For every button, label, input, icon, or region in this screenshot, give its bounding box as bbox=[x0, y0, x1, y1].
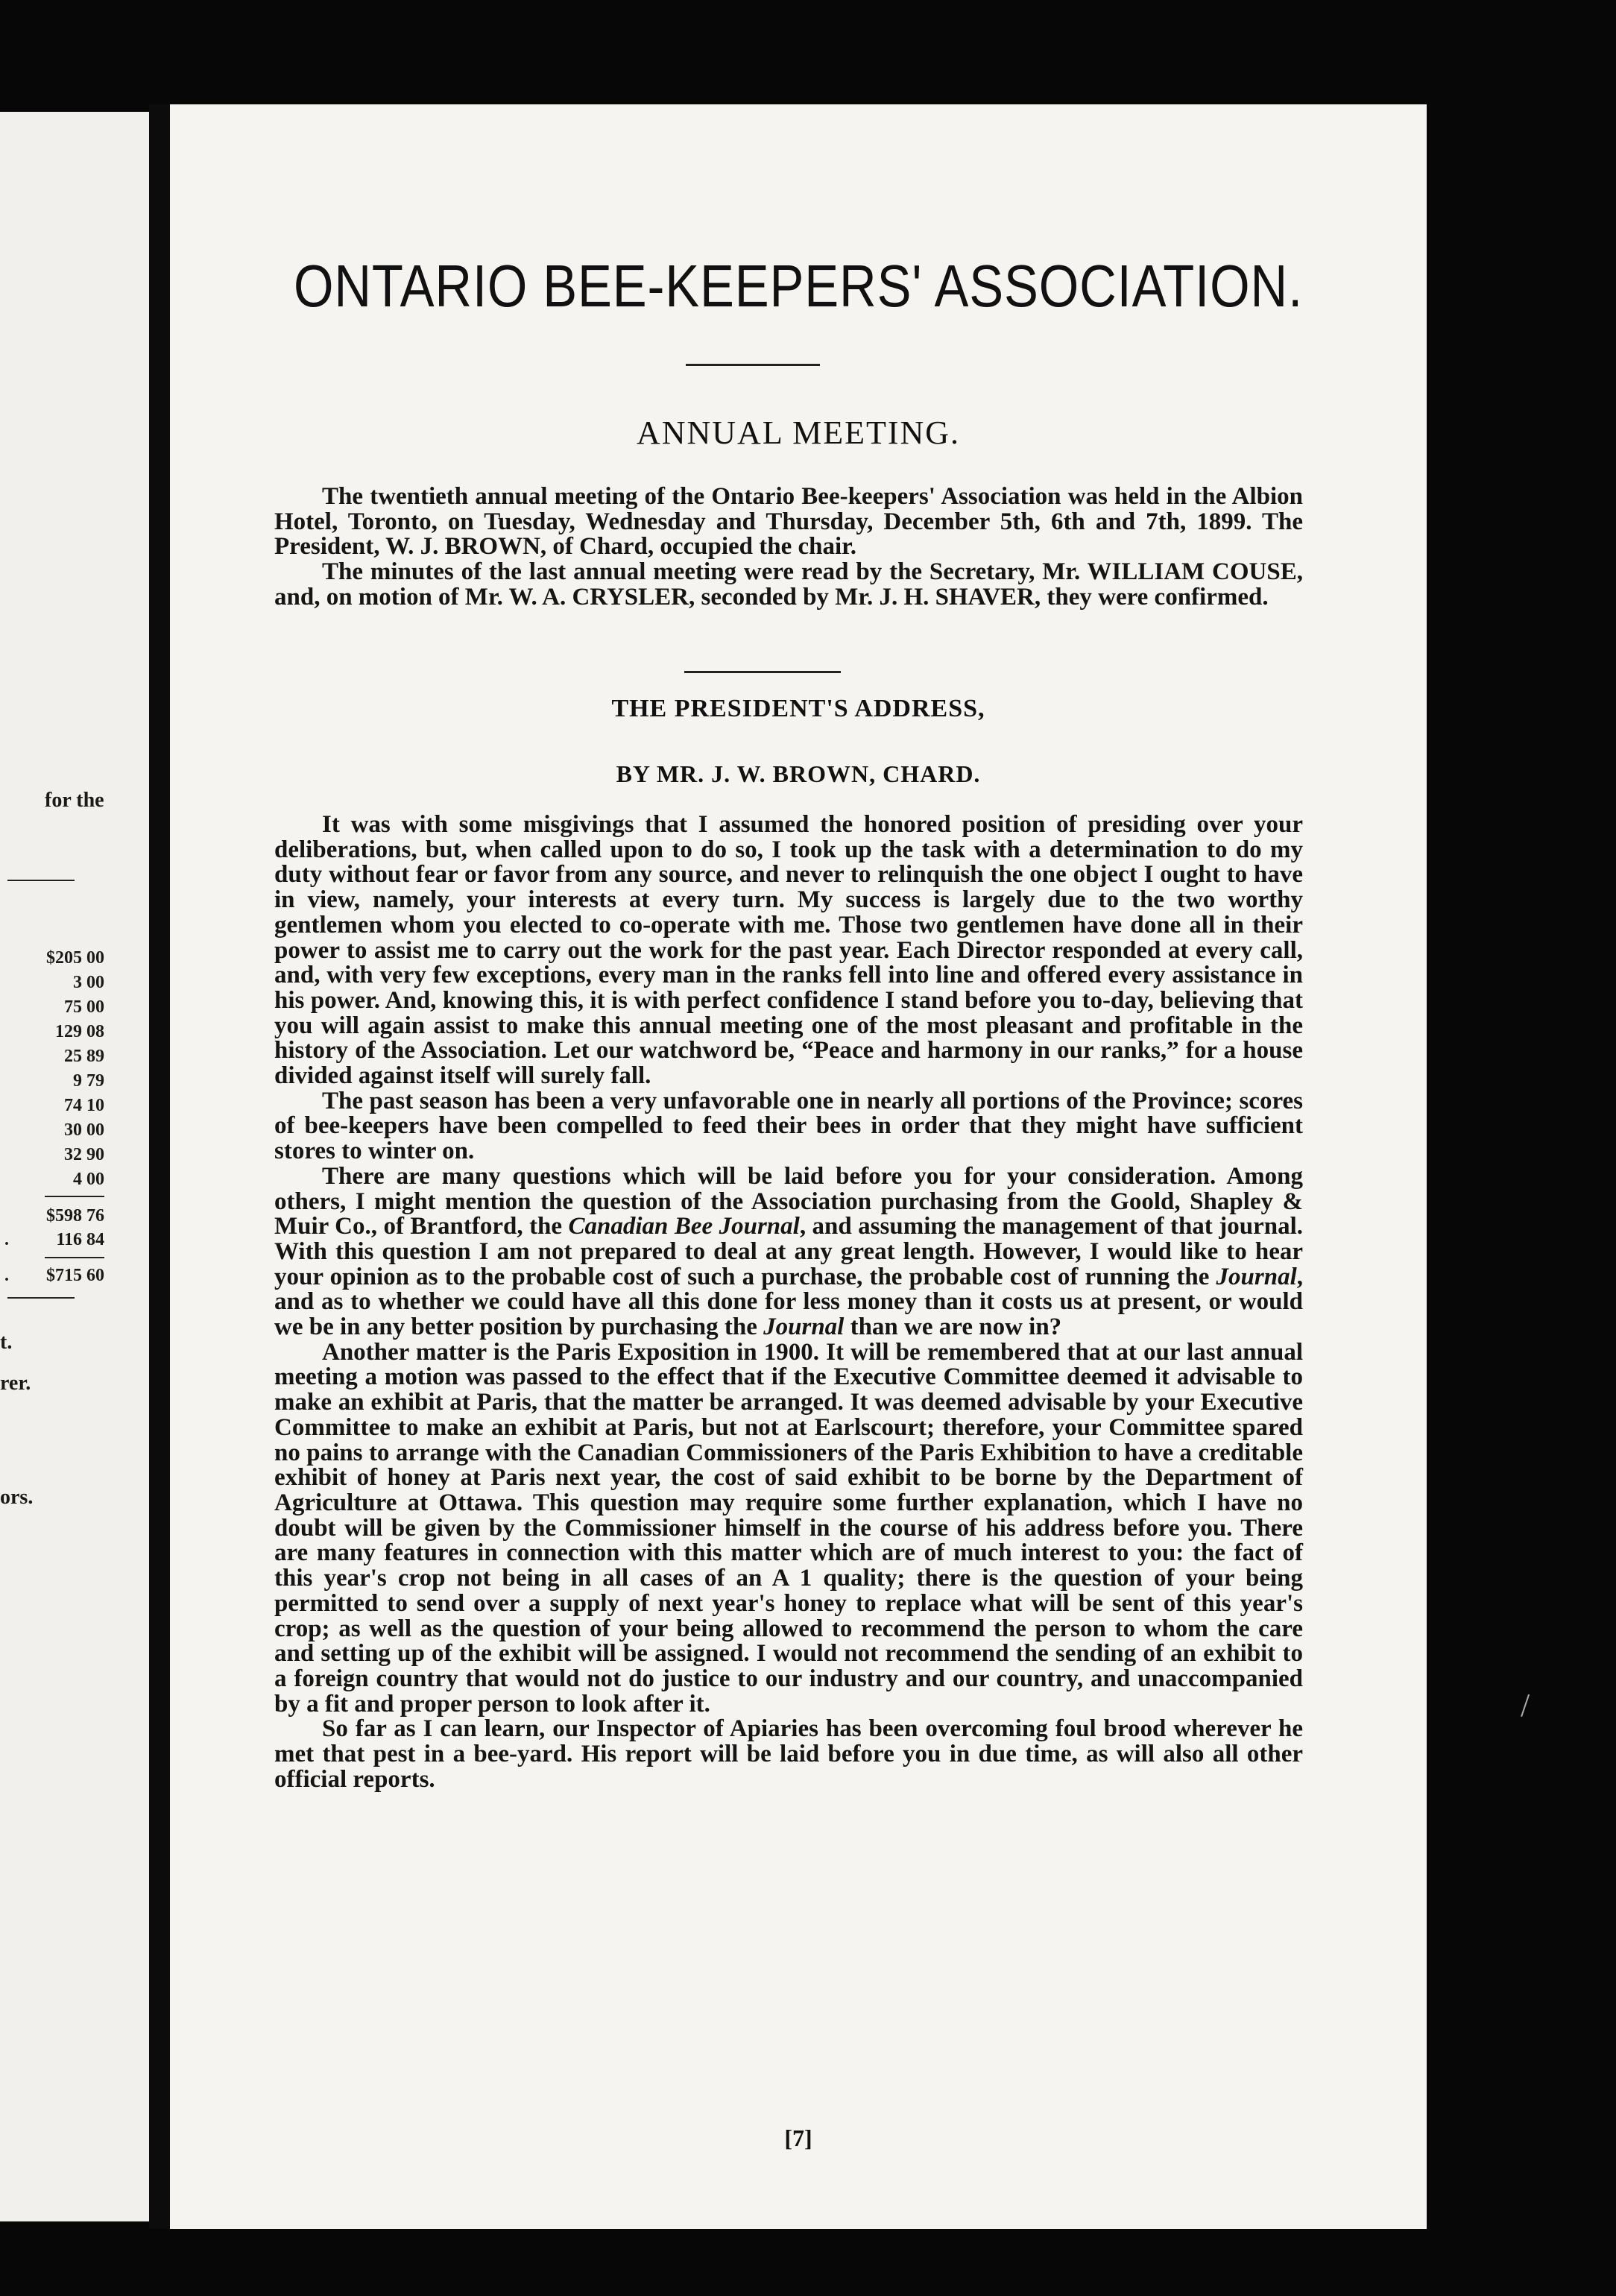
left-page-rule bbox=[45, 1196, 104, 1197]
paragraph: The minutes of the last annual meeting were read by the Secretary, Mr. WILLIAM COUSE, and, on motion of Mr. W. A. CRYSLER, seconded by Mr. J. H. SHAVER, they were confirmed. bbox=[274, 558, 1303, 611]
journal-title: Journal bbox=[1216, 1263, 1297, 1290]
journal-title: Canadian Bee Journal bbox=[568, 1213, 800, 1240]
journal-title: Journal bbox=[763, 1313, 845, 1341]
left-page-amount: 116 84 bbox=[56, 1230, 104, 1249]
text-run: , and as to whether we could have all this done for less money than it costs us at present, or would we be in any better position by purchasing the bbox=[274, 1263, 1303, 1341]
paragraph: It was with some misgivings that I assumed the honored position of presiding over your deliberations, but, when called upon to do so, I took up the task with a determination to do my duty without fear or favor from any source, and never to relinquish the one object I ought to have in view, namely, your interests at every turn. My success is largely due to the two worthy gentlemen whom you elected to co-operate with me. Those two gentlemen have done all in their power to assist me to carry out the work for the past year. Each Director responded at every call, and, with very few exceptions, every man in the ranks fell into line and offered every assistance in his power. And, knowing this, it is with perfect confidence I stand before you to-day, believing that you will again assist to make this annual meeting one of the most pleasant and profitable in the history of the Association. Let our watchword be, “Peace and harmony in our ranks,” for a house divided against itself will surely fall. bbox=[274, 811, 1303, 1090]
left-page-amount: 9 79 bbox=[73, 1071, 104, 1091]
left-page-amount: 75 00 bbox=[64, 997, 104, 1017]
left-page-amount: 3 00 bbox=[73, 973, 104, 992]
address-byline: BY MR. J. W. BROWN, CHARD. bbox=[616, 760, 981, 787]
left-page-text: rer. bbox=[0, 1372, 31, 1395]
left-page-total: $715 60 bbox=[46, 1266, 104, 1285]
paragraph: The past season has been a very unfavorable one in nearly all portions of the Province; scores of bee-keepers have been compelled to feed their bees in order that they might have sufficient stores to winter on. bbox=[274, 1087, 1303, 1165]
text-run: There are many questions which will be laid before you for your consideration. Among others, I might mention the question of the Association purchasing from the Goold, Shapley & Muir Co., of Brantford, the bbox=[274, 1162, 1303, 1240]
section-title: ANNUAL MEETING. bbox=[636, 414, 961, 451]
left-page-amount: 129 08 bbox=[55, 1022, 104, 1041]
right-page bbox=[170, 104, 1427, 2229]
address-body bbox=[274, 813, 1303, 1792]
left-page-text: t. bbox=[0, 1331, 13, 1354]
left-page-amount: 4 00 bbox=[73, 1170, 104, 1189]
intro-text bbox=[274, 485, 1303, 611]
paragraph: Another matter is the Paris Exposition in 1900. It will be remembered that at our last annual meeting a motion was passed to the effect that if the Executive Committee deemed it advisable to make an exhibit at Paris, that the matter be arranged. It was deemed advisable by your Executive Committee to make an exhibit at Paris, but not at Earlscourt; therefore, your Committee spared no pains to arrange with the Canadian Commissioners of the Paris Exhibition to have a creditable exhibit of honey at Paris next year, the cost of said exhibit to be borne by the Department of Agriculture at Ottawa. This question may require some further explanation, which I have no doubt will be given by the Commissioner himself in the course of his address before you. There are many features in connection with this matter which are of much interest to you: the fact of this year's crop not being in all cases of an A 1 quality; there is the question of your being permitted to send over a supply of next year's honey to replace what will be sent of this year's crop; as well as the question of your being allowed to recommend the person to whom the care and setting up of the exhibit will be assigned. I would not recommend the sending of an exhibit to a foreign country that would not do justice to our industry and our country, and unaccompanied by a fit and proper person to look after it. bbox=[274, 1338, 1303, 1718]
page-title: ONTARIO BEE-KEEPERS' ASSOCIATION. bbox=[293, 253, 1304, 319]
left-page-amount: 74 10 bbox=[64, 1096, 104, 1115]
left-page-amount: 30 00 bbox=[64, 1120, 104, 1140]
left-page-amount: 25 89 bbox=[64, 1047, 104, 1066]
left-page-rule bbox=[7, 880, 75, 881]
left-page-rule bbox=[7, 1297, 75, 1299]
paragraph: The twentieth annual meeting of the Ontario Bee-keepers' Association was held in the Albion Hotel, Toronto, on Tuesday, Wednesday and Thursday, December 5th, 6th and 7th, 1899. The President, W. J. BROWN, of Chard, occupied the chair. bbox=[274, 483, 1303, 561]
divider bbox=[686, 364, 820, 366]
book-gutter bbox=[149, 104, 170, 2229]
page-number: [7] bbox=[784, 2125, 812, 2151]
left-page-dot: . bbox=[4, 1230, 9, 1249]
left-page-subtotal: $598 76 bbox=[46, 1206, 104, 1226]
address-title: THE PRESIDENT'S ADDRESS, bbox=[611, 695, 985, 722]
left-page-text: for the bbox=[45, 789, 104, 812]
stray-mark-icon: / bbox=[1521, 1687, 1530, 1723]
paragraph: So far as I can learn, our Inspector of Apiaries has been overcoming foul brood wherever he met that pest in a bee-yard. His report will be laid before you in due time, as will also all other official reports. bbox=[274, 1715, 1303, 1793]
text-run: than we are now in? bbox=[844, 1313, 1062, 1341]
left-page-text: ors. bbox=[0, 1486, 34, 1509]
left-page-rule bbox=[45, 1257, 104, 1258]
left-page-amount: 32 90 bbox=[64, 1145, 104, 1164]
left-page-amount: $205 00 bbox=[46, 948, 104, 968]
left-page-fragment bbox=[0, 112, 149, 2221]
divider bbox=[684, 671, 841, 673]
paragraph bbox=[274, 1164, 1303, 1340]
left-page-dot: . bbox=[4, 1266, 9, 1285]
text-run: , and assuming the management of that journal. With this question I am not prepared to deal at any great length. However, I would like to hear your opinion as to the probable cost of such a purchase, the probable cost of running the bbox=[274, 1213, 1303, 1290]
